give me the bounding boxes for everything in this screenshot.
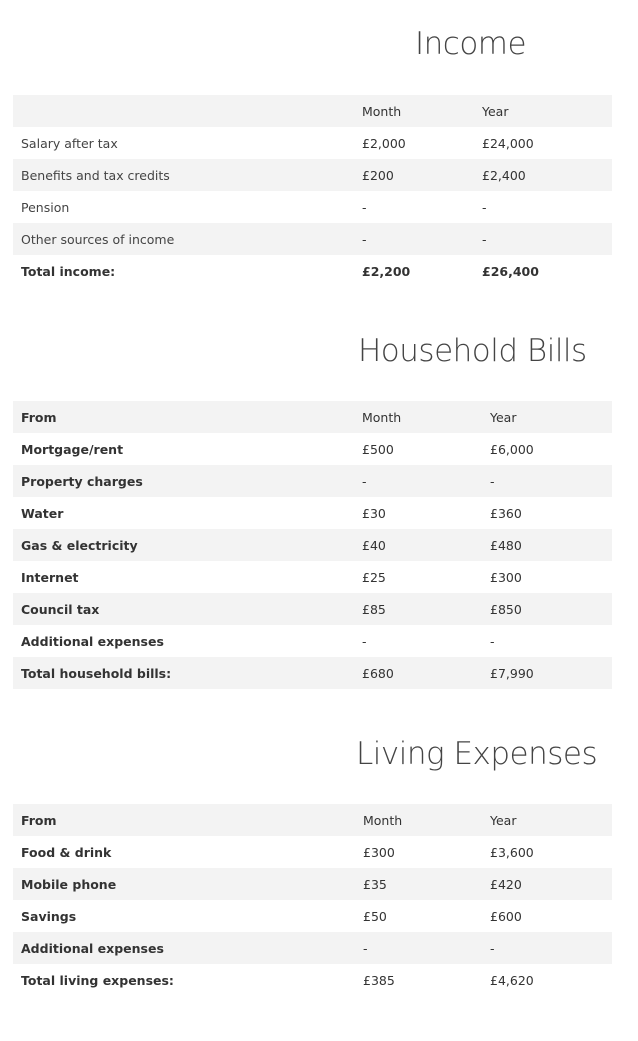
total-year: £26,400: [482, 263, 539, 279]
total-row: [13, 964, 612, 996]
table-header-row: [13, 804, 612, 836]
row-month: £85: [354, 593, 482, 625]
total-year: £7,990: [482, 657, 612, 689]
table-row: [13, 900, 612, 932]
household-bills-title: Household Bills: [358, 333, 587, 369]
table-row: [13, 465, 612, 497]
living-expenses-table: [13, 804, 612, 996]
row-month: -: [354, 223, 474, 255]
table-row: [13, 932, 612, 964]
table-row: [13, 625, 612, 657]
row-label: Mobile phone: [13, 868, 355, 900]
row-year: £6,000: [490, 441, 534, 457]
total-month: £385: [363, 972, 395, 988]
income-table: [13, 95, 612, 287]
row-label: Salary after tax: [21, 135, 118, 151]
header-label: From: [13, 804, 355, 836]
row-label: Food & drink: [21, 844, 112, 860]
row-label: Savings: [21, 908, 77, 924]
header-month: Month: [355, 804, 482, 836]
row-year: £3,600: [490, 844, 534, 860]
table-row: [13, 497, 612, 529]
table-row: [13, 868, 612, 900]
table-row: [13, 593, 612, 625]
header-month: Month: [354, 95, 474, 127]
row-label: Other sources of income: [13, 223, 354, 255]
row-label: Water: [21, 505, 64, 521]
row-year: £420: [482, 868, 612, 900]
row-year: £480: [482, 529, 612, 561]
header-label: [13, 95, 354, 127]
row-label: Benefits and tax credits: [13, 159, 354, 191]
total-row: [13, 255, 612, 287]
total-label: Total income:: [21, 263, 116, 279]
row-label: Mortgage/rent: [21, 441, 124, 457]
row-year: -: [482, 932, 612, 964]
row-year: £850: [482, 593, 612, 625]
income-title: Income: [415, 26, 527, 62]
row-month: £50: [363, 908, 387, 924]
header-year: Year: [482, 401, 612, 433]
header-year: Year: [474, 95, 612, 127]
total-year: £4,620: [490, 972, 534, 988]
row-year: £600: [490, 908, 522, 924]
table-row: [13, 127, 612, 159]
table-row: [13, 561, 612, 593]
row-year: -: [482, 465, 612, 497]
row-year: £2,400: [474, 159, 612, 191]
row-year: -: [474, 223, 612, 255]
table-row: [13, 529, 612, 561]
table-row: [13, 159, 612, 191]
row-month: £300: [363, 844, 395, 860]
table-header-row: [13, 95, 612, 127]
row-month: -: [355, 932, 482, 964]
row-month: £25: [362, 569, 386, 585]
table-row: [13, 191, 612, 223]
header-label: From: [13, 401, 354, 433]
row-label: Pension: [21, 199, 70, 215]
row-year: -: [482, 199, 487, 215]
row-label: Internet: [21, 569, 79, 585]
row-year: -: [490, 633, 495, 649]
table-row: [13, 433, 612, 465]
total-row: [13, 657, 612, 689]
row-month: -: [362, 199, 367, 215]
row-label: Property charges: [13, 465, 354, 497]
row-month: £40: [354, 529, 482, 561]
row-month: £2,000: [362, 135, 406, 151]
row-year: £360: [490, 505, 522, 521]
living-expenses-title: Living Expenses: [356, 736, 598, 772]
row-month: £35: [355, 868, 482, 900]
row-month: -: [354, 465, 482, 497]
table-row: [13, 836, 612, 868]
row-month: £200: [354, 159, 474, 191]
row-year: £300: [490, 569, 522, 585]
row-month: £500: [362, 441, 394, 457]
row-year: £24,000: [482, 135, 534, 151]
table-row: [13, 223, 612, 255]
total-label: Total living expenses:: [21, 972, 174, 988]
row-label: Council tax: [13, 593, 354, 625]
table-header-row: [13, 401, 612, 433]
household-bills-table: [13, 401, 612, 689]
total-month: £2,200: [362, 263, 411, 279]
row-month: -: [362, 633, 367, 649]
row-month: £30: [362, 505, 386, 521]
total-month: £680: [354, 657, 482, 689]
header-month: Month: [354, 401, 482, 433]
total-label: Total household bills:: [13, 657, 354, 689]
header-year: Year: [482, 804, 612, 836]
row-label: Gas & electricity: [13, 529, 354, 561]
row-label: Additional expenses: [13, 932, 355, 964]
row-label: Additional expenses: [21, 633, 164, 649]
